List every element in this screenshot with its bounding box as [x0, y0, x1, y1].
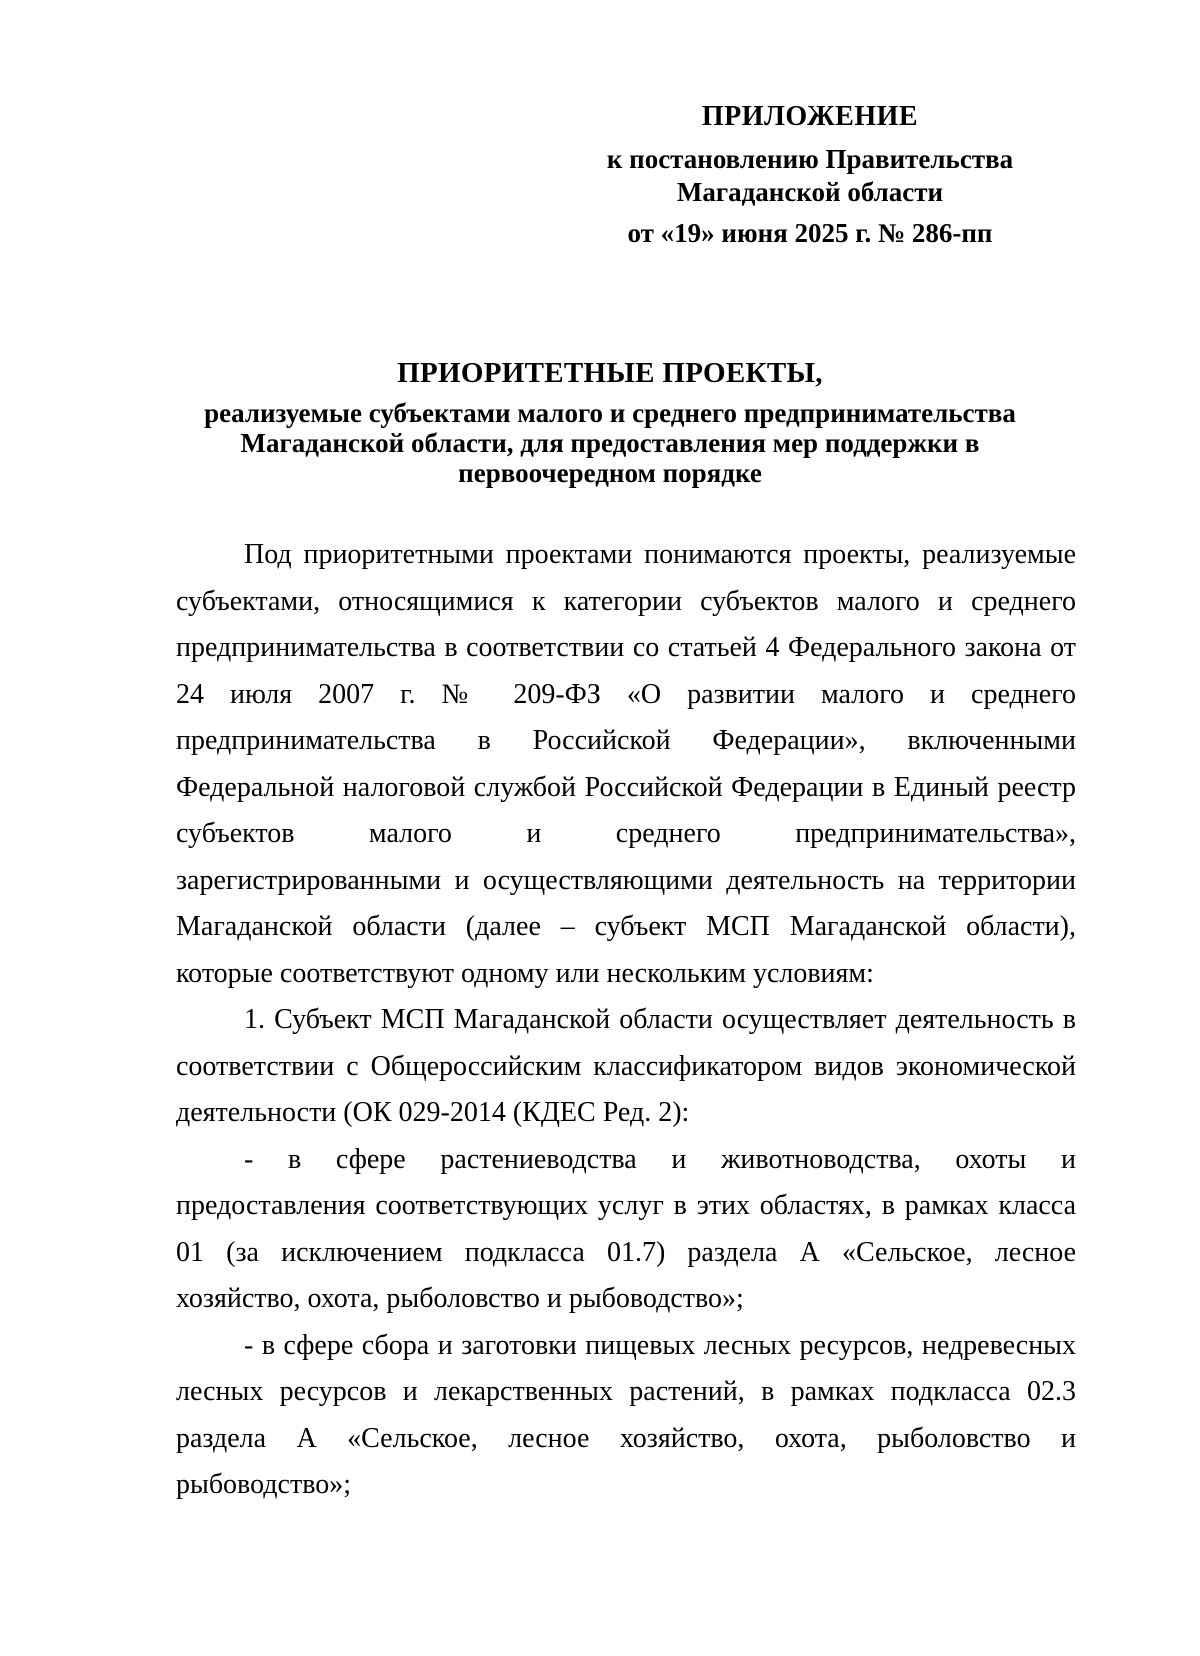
body-paragraph-condition-1: 1. Субъект МСП Магаданской области осуществляет деятельность в соответствии с Общероссийским классификатором видов экономической деятельности (ОК 029-2014 (КДЕС Ред. 2):: [176, 1004, 1076, 1128]
title-main: ПРИОРИТЕТНЫЕ ПРОЕКТЫ,: [397, 357, 823, 389]
body-paragraph-bullet-2: - в сфере сбора и заготовки пищевых лесных ресурсов, недревесных лесных ресурсов и лекарственных растений, в рамках подкласса 02.3 раздела А «Сельское, лесное хозяйство, охота, рыболовство и рыбоводство»;: [176, 1329, 1076, 1500]
appendix-header: ПРИЛОЖЕНИЕ: [701, 101, 919, 132]
body-paragraph-intro: Под приоритетными проектами понимаются проекты, реализуемые субъектами, относящимися к категории субъектов малого и среднего предпринимательства в соответствии со статьей 4 Федерального закона от 24 июля 2007 г. № 209-ФЗ «О развитии малого и среднего предпринимательства в Российской Федерации», включенными Федеральной налоговой службой Российской Федерации в Единый реестр субъектов малого и среднего предпринимательства», зарегистрированными и осуществляющими деятельность на территории Магаданской области (далее – субъект МСП Магаданской области), которые соответствуют одному или нескольким условиям:: [176, 539, 1076, 989]
body-paragraph-bullet-1: - в сфере растениеводства и животноводства, охоты и предоставления соответствующих услуг в этих областях, в рамках класса 01 (за исключением подкласса 01.7) раздела А «Сельское, лесное хозяйство, охота, рыболовство и рыбоводство»;: [176, 1143, 1076, 1314]
appendix-date-line: от «19» июня 2025 г. № 286-пп: [627, 218, 993, 248]
appendix-line-2: Магаданской области: [676, 177, 944, 207]
appendix-block: [560, 100, 1060, 250]
document-body: [176, 532, 1076, 1509]
title-subtitle-line-2: Магаданской области, для предоставления мер поддержки в: [240, 428, 980, 458]
title-subtitle-line-3: первоочередном порядке: [458, 458, 762, 488]
title-subtitle-line-1: реализуемые субъектами малого и среднего предпринимательства: [204, 398, 1016, 428]
document-title: [150, 354, 1070, 488]
title-subtitle: [150, 398, 1070, 488]
appendix-line-1: к постановлению Правительства: [606, 144, 1014, 174]
